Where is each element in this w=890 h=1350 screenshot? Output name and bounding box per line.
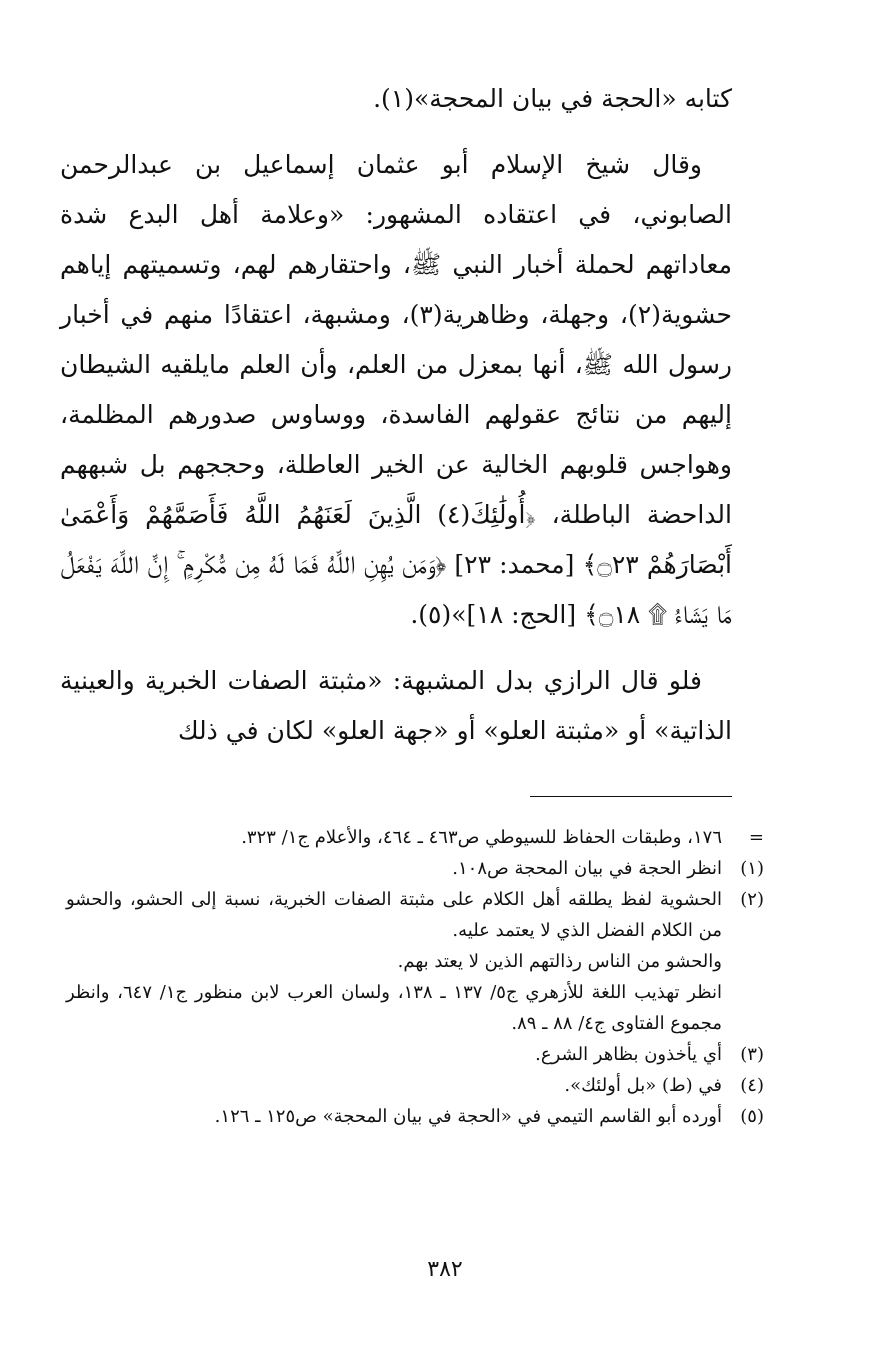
footnote-text: أي يأخذون بظاهر الشرع. (535, 1044, 722, 1065)
footnotes (66, 822, 764, 1132)
footnote-number: (٣) (740, 1044, 764, 1065)
footnote-2-line-2 (66, 946, 764, 977)
footnote-text: الحشوية لفظ يطلقه أهل الكلام على مثبتة الصفات الخبرية، نسبة إلى الحشو، والحشو من الكلام الفضل الذي لا يعتمد عليه. (66, 889, 722, 941)
main-text (60, 74, 732, 756)
footnote-number (722, 977, 764, 1039)
footnote-separator (530, 796, 732, 797)
footnote-text: أورده أبو القاسم التيمي في «الحجة في بيان المحجة» ص١٢٥ ـ ١٢٦. (214, 1106, 722, 1127)
footnote-text: والحشو من الناس رذالتهم الذين لا يعتد بهم. (397, 951, 722, 972)
footnote-text: انظر تهذيب اللغة للأزهري ج٥/ ١٣٧ ـ ١٣٨، ولسان العرب لابن منظور ج١/ ٦٤٧، وانظر مجموع الفتاوى ج٤/ ٨٨ ـ ٨٩. (66, 982, 722, 1034)
footnote-number: (٤) (740, 1075, 764, 1096)
footnote-number (722, 946, 764, 977)
paragraph-1: كتابه «الحجة في بيان المحجة»(١). (373, 84, 732, 113)
footnote-number: (٥) (740, 1106, 764, 1127)
footnote-number: (٢) (740, 889, 764, 910)
footnote-4 (66, 1070, 764, 1101)
footnote-text: ١٧٦، وطبقات الحفاظ للسيوطي ص٤٦٣ ـ ٤٦٤، والأعلام ج١/ ٣٢٣. (241, 827, 722, 848)
footnote-continuation (66, 822, 764, 853)
paragraph-3: فلو قال الرازي بدل المشبهة: «مثبتة الصفات الخبرية والعينية الذاتية» أو «مثبتة العلو» أو «جهة العلو» لكان في ذلك (60, 666, 732, 745)
footnote-3 (66, 1039, 764, 1070)
footnote-2-line-3 (66, 977, 764, 1039)
footnote-2 (66, 884, 764, 946)
page-number: ٣٨٢ (427, 1257, 463, 1282)
footnote-5 (66, 1101, 764, 1132)
footnote-number: (١) (740, 858, 764, 879)
footnote-marker: = (748, 827, 764, 848)
footnote-text: في (ط) «بل أولئك». (564, 1075, 722, 1096)
footnote-1 (66, 853, 764, 884)
footnote-text: انظر الحجة في بيان المحجة ص١٠٨. (452, 858, 722, 879)
paragraph-2: وقال شيخ الإسلام أبو عثمان إسماعيل بن عبدالرحمن الصابوني، في اعتقاده المشهور: «وعلامة أهل البدع شدة معاداتهم لحملة أخبار النبي ﷺ، واحتقارهم لهم، وتسميتهم إياهم حشوية(٢)، وجهلة، وظاهرية(٣)، ومشبهة، اعتقادًا منهم في أخبار رسول الله ﷺ، أنها بمعزل من العلم، وأن العلم مايلقيه الشيطان إليهم من نتائج عقولهم الفاسدة، ووساوس صدورهم المظلمة، وهواجس قلوبهم الخالية عن الخير العاطلة، وحججهم بل شبههم الداحضة الباطلة، ﴿أُولَٰئِكَ(٤) الَّذِينَ لَعَنَهُمُ اللَّهُ فَأَصَمَّهُمْ وَأَعْمَىٰ أَبْصَارَهُمْ ۝٢٣﴾ [محمد: ٢٣] ﴿وَمَن يُهِنِ اللَّهُ فَمَا لَهُ مِن مُّكْرِمٍ ۚ إِنَّ اللَّهَ يَفْعَلُ مَا يَشَاءُ ۩ ۝١٨﴾ [الحج: ١٨]»(٥). (60, 150, 732, 629)
